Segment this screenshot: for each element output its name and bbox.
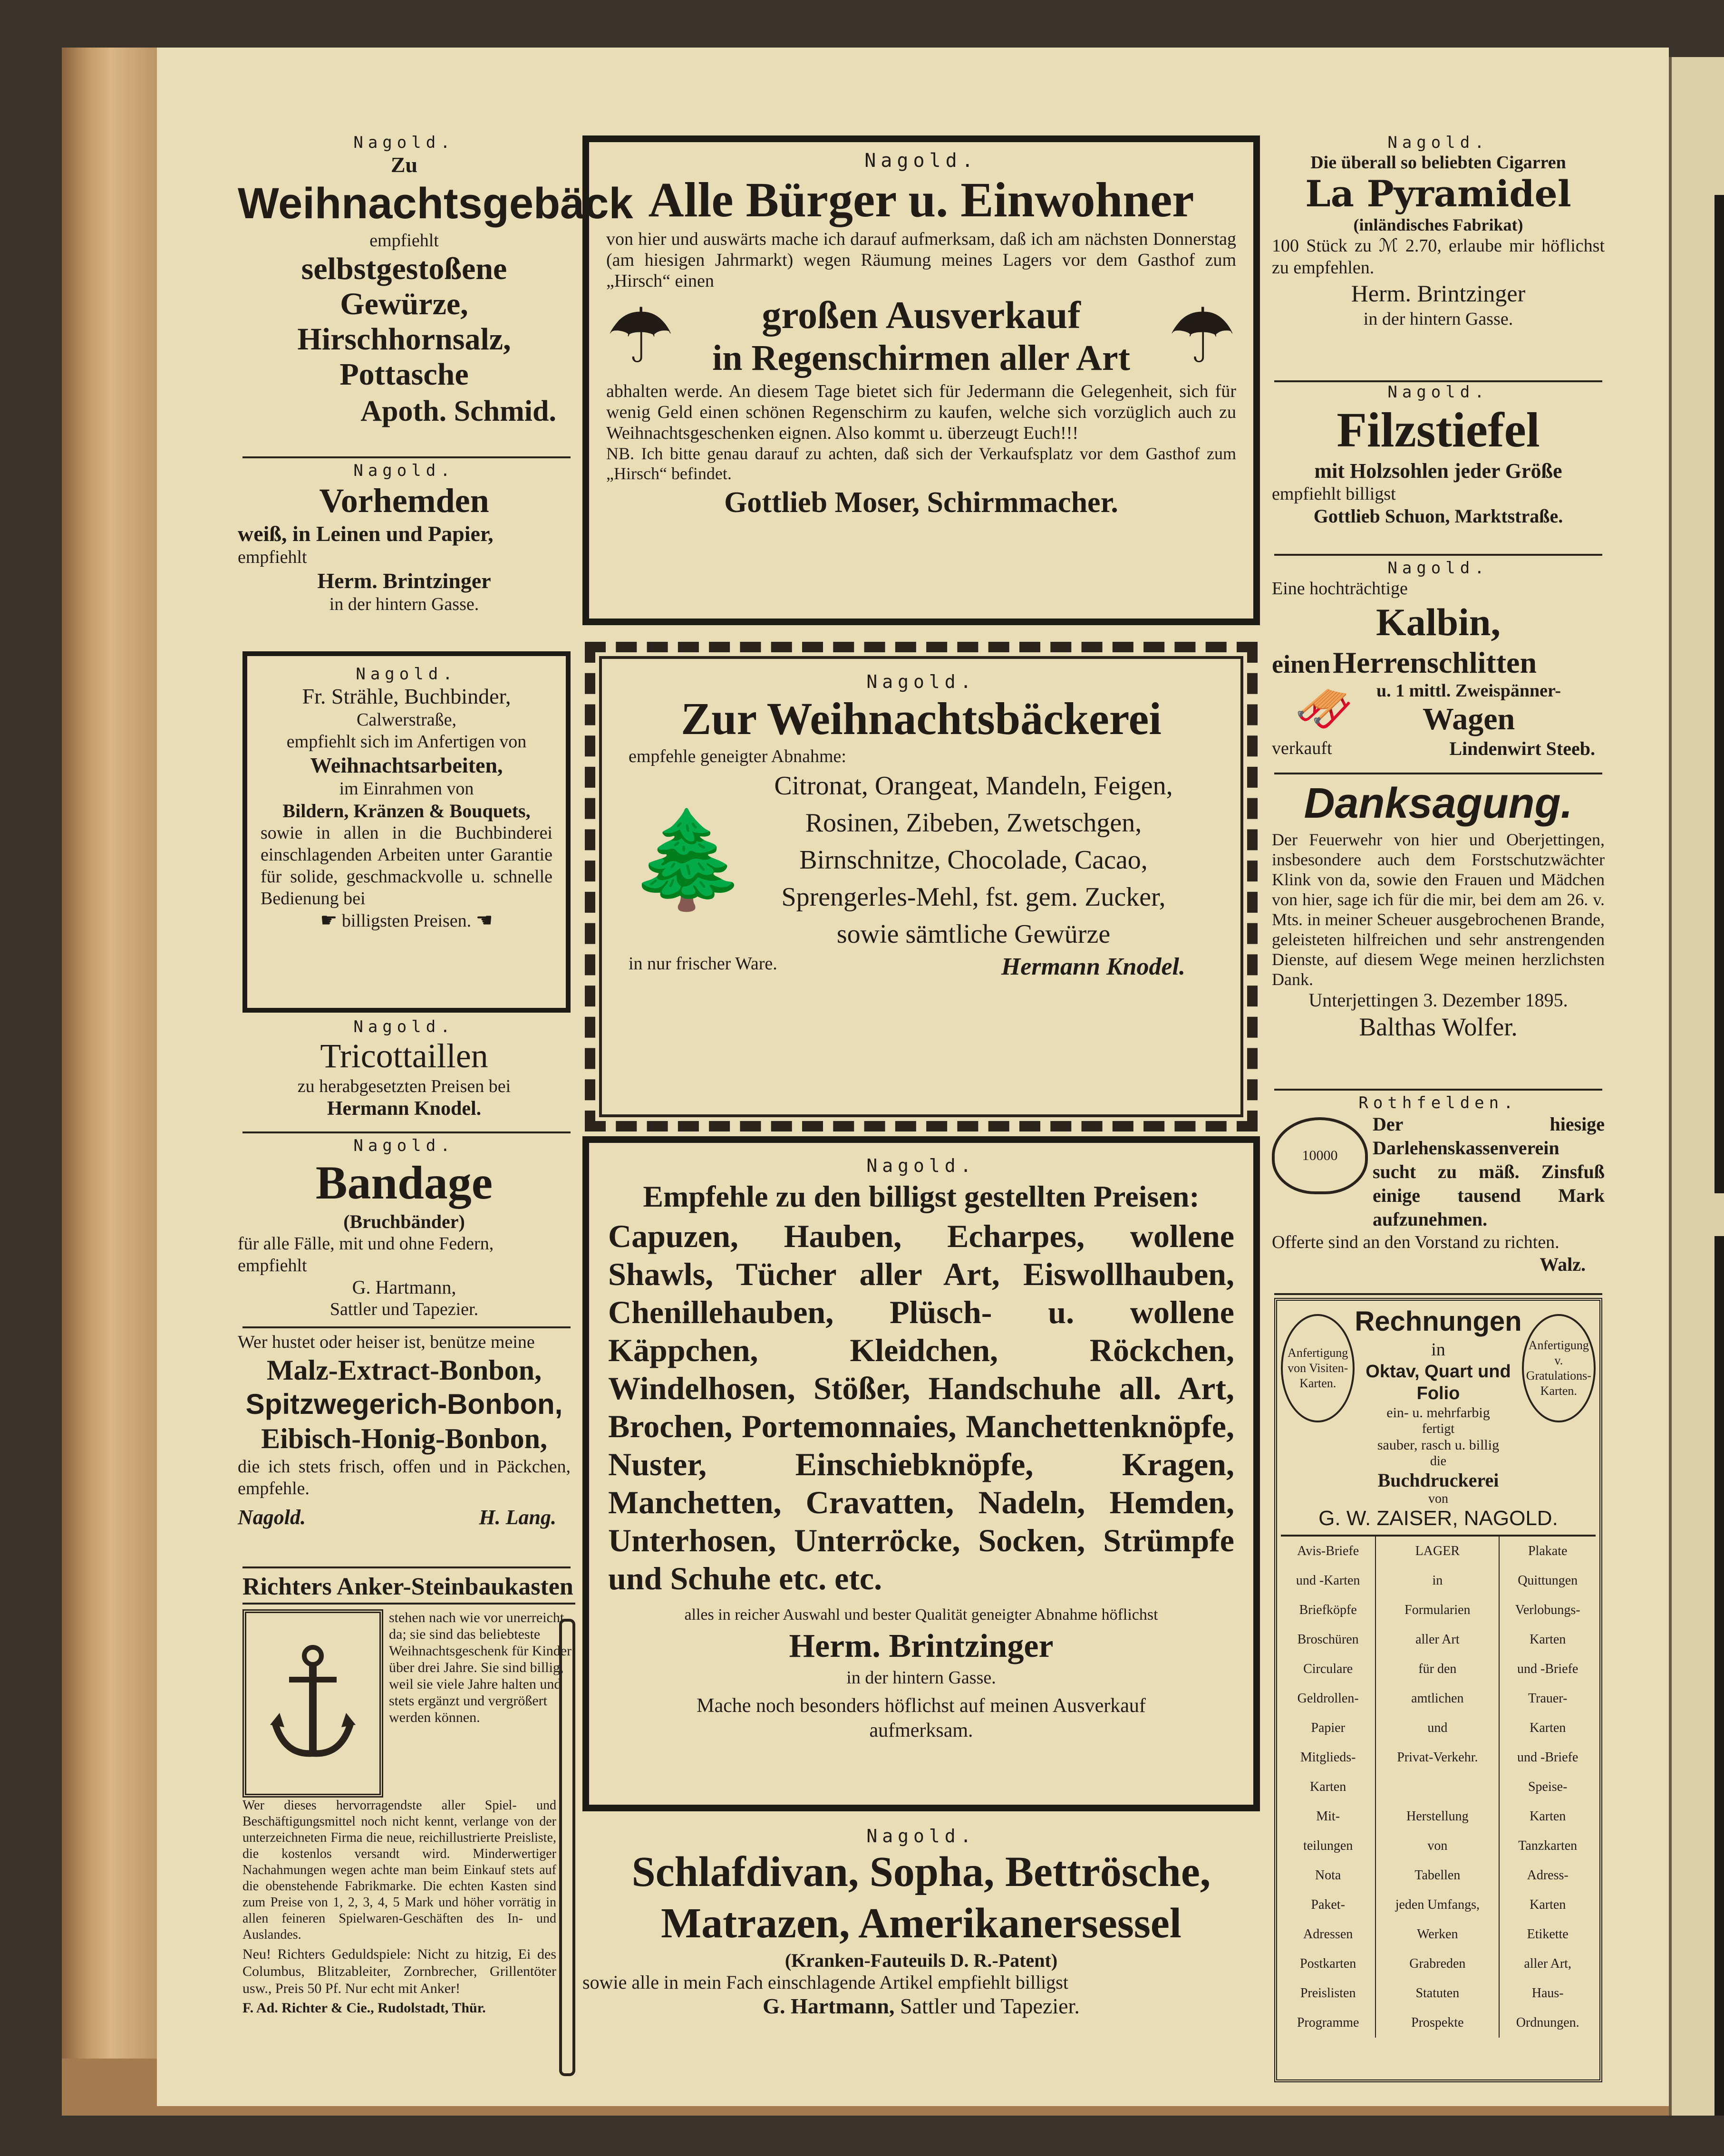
- ad-address: in der hintern Gasse.: [1363, 309, 1513, 329]
- ad-verb: empfiehlt: [238, 1256, 307, 1276]
- ad-side-text: stehen nach wie vor unerreicht da; sie sind das beliebteste Weihnachtsgeschenk für Kinder über drei Jahre. Sie sind billig, weil sie viele Jahre halten und stets ergänzt und vergrößert werden können.: [389, 1610, 572, 1725]
- table-row: [1281, 1684, 1596, 1713]
- ad-signer: Gottlieb Schuon, Marktstraße.: [1313, 505, 1563, 527]
- ad-weihnachtsgebaeck: [238, 133, 633, 456]
- table-row: [1281, 1713, 1596, 1743]
- divider: [1274, 1293, 1602, 1295]
- ad-line: fertigt: [1422, 1421, 1455, 1436]
- ad-signer: Herm. Brintzinger: [789, 1628, 1054, 1664]
- next-page-sliver: [1669, 57, 1724, 2116]
- table-cell: Geldrollen-: [1281, 1684, 1375, 1713]
- table-cell: Paket-: [1281, 1890, 1375, 1920]
- ad-headline: La Pyramidel: [1305, 173, 1571, 215]
- table-cell: aller Art: [1375, 1625, 1499, 1654]
- ad-signer: Hermann Knodel.: [327, 1098, 482, 1120]
- table-row: [1281, 1979, 1596, 2008]
- ad-bandage: [238, 1136, 571, 1326]
- ad-address: in der hintern Gasse.: [329, 594, 479, 614]
- ad-sub: (Bruchbänder): [343, 1211, 465, 1232]
- place-label: Nagold.: [866, 1826, 976, 1847]
- ad-item: Malz-Extract-Bonbon,: [266, 1354, 542, 1386]
- ad-line: für alle Fälle, mit und ohne Federn,: [238, 1234, 494, 1254]
- ad-item: Citronat, Orangeat, Mandeln, Feigen,: [774, 771, 1173, 801]
- ad-formats: Oktav, Quart und Folio: [1366, 1362, 1511, 1403]
- ad-item: Sprengerles-Mehl, fst. gem. Zucker,: [781, 882, 1166, 912]
- table-cell: und: [1375, 1713, 1499, 1743]
- table-cell: Programme: [1281, 2008, 1375, 2038]
- ad-bold: Weihnachtsarbeiten,: [310, 753, 503, 777]
- ad-sub: (Kranken-Fauteuils D. R.-Patent): [785, 1950, 1058, 1971]
- table-cell: LAGER: [1375, 1537, 1499, 1566]
- ad-bold: Herrenschlitten: [1333, 646, 1537, 679]
- anchor-icon: [242, 1609, 383, 1798]
- table-cell: und -Briefe: [1517, 1662, 1579, 1676]
- table-cell: Mitglieds-: [1281, 1743, 1375, 1772]
- ad-verb: verkauft: [1272, 738, 1332, 758]
- ad-line: zu herabgesetzten Preisen bei: [297, 1076, 511, 1096]
- ad-headline: Bandage: [315, 1156, 493, 1209]
- ad-item: Hirschhornsalz,: [297, 322, 511, 357]
- ad-item: Pottasche: [339, 357, 469, 392]
- christmas-tree-icon: 🌲: [629, 804, 747, 915]
- table-row: [1281, 1802, 1596, 1831]
- ad-item: Spitzwegerich-Bonbon,: [245, 1388, 563, 1420]
- ad-item: Eibisch-Honig-Bonbon,: [261, 1423, 547, 1454]
- table-cell: und -Briefe: [1517, 1750, 1579, 1765]
- divider: [1274, 380, 1602, 382]
- table-row: [1281, 2008, 1596, 2038]
- ad-richter-steinbaukasten: [242, 1571, 575, 2089]
- table-cell: Karten: [1530, 1632, 1566, 1647]
- ad-headline-2: Matrazen, Amerikanersessel: [661, 1900, 1182, 1947]
- ad-vorhemden: [238, 461, 571, 642]
- ad-signer: G. Hartmann,: [763, 1994, 895, 2018]
- table-cell: Trauer-: [1528, 1691, 1568, 1706]
- ad-item: selbstgestoßene Gewürze,: [301, 251, 507, 321]
- pointing-hand-left-icon: ☚: [475, 909, 493, 931]
- ad-verb: empfiehlt: [369, 231, 439, 251]
- ad-paragraph: abhalten werde. An diesem Tage bietet sich für Jedermann die Gelegenheit, sich für wenig Geld einen schönen Regenschirm zu kaufen, welche sich vorzüglich auch zu Weihnachtsgeschenken eignen. Also kommt u. überzeugt Euch!!!: [606, 381, 1236, 443]
- oval-text: Anfertigung von Visiten-Karten.: [1288, 1346, 1348, 1390]
- table-cell: und -Karten: [1281, 1566, 1375, 1595]
- table-cell: teilungen: [1281, 1831, 1375, 1861]
- ad-note: Neu! Richters Geduldspiele: Nicht zu hitzig, Ei des Columbus, Blitzableiter, Zornbrecher, Grillentöter usw., Preis 50 Pf. Nur echt mit Anker!: [242, 1946, 556, 1996]
- ad-line: u. 1 mittl. Zweispänner-: [1376, 681, 1561, 701]
- ad-headline: Filzstiefel: [1337, 403, 1540, 457]
- ad-paragraph: von hier und auswärts mache ich darauf aufmerksam, daß ich am nächsten Donnerstag (am hiesigen Jahrmarkt) wegen Räumung meines Lagers vor dem Gasthof zum „Hirsch“ einen: [606, 229, 1236, 291]
- ad-line: alles in reicher Auswahl und bester Qualität geneigter Abnahme höflichst: [684, 1606, 1158, 1624]
- ad-street: Calwerstraße,: [357, 710, 456, 730]
- ad-item: Birnschnitze, Chocolade, Cacao,: [799, 845, 1148, 875]
- divider: [242, 1326, 571, 1328]
- ad-address: in der hintern Gasse.: [846, 1668, 996, 1688]
- table-cell: Speise-: [1528, 1779, 1568, 1794]
- ad-in: in: [1431, 1340, 1445, 1360]
- table-row: [1281, 1861, 1596, 1890]
- ad-firm: F. Ad. Richter & Cie., Rudolstadt, Thür.: [242, 2000, 486, 2016]
- ad-headline: Alle Bürger u. Einwohner: [648, 173, 1194, 227]
- table-cell: Privat-Verkehr.: [1375, 1743, 1499, 1772]
- table-cell: Briefköpfe: [1281, 1595, 1375, 1625]
- table-cell: Karten: [1530, 1809, 1566, 1824]
- table-cell: Broschüren: [1281, 1625, 1375, 1654]
- table-cell: von: [1375, 1831, 1499, 1861]
- ad-intro: Die überall so beliebten Cigarren: [1310, 153, 1566, 173]
- money-bag-icon: [1272, 1117, 1368, 1194]
- table-row: [1281, 1890, 1596, 1920]
- ad-text: empfiehlt sich im Anfertigen von: [286, 732, 527, 752]
- ad-item: sowie sämtliche Gewürze: [836, 919, 1111, 949]
- ad-headline: Kalbin,: [1375, 600, 1501, 644]
- ad-line: Offerte sind an den Vorstand zu richten.: [1272, 1232, 1559, 1252]
- table-cell: Grabreden: [1375, 1949, 1499, 1979]
- ad-sub: (inländisches Fabrikat): [1353, 215, 1523, 234]
- table-row: [1281, 1743, 1596, 1772]
- ad-straehle-buchbinder: [242, 651, 571, 1013]
- ad-title: Sattler und Tapezier.: [329, 1299, 479, 1319]
- place-label: Nagold.: [353, 1017, 455, 1036]
- ad-headline: Vorhemden: [319, 482, 489, 520]
- ad-la-pyramidel: [1272, 133, 1605, 380]
- sleigh-icon: 🛷: [1294, 681, 1354, 736]
- ad-tricottaillen: [238, 1017, 571, 1131]
- ad-intro: Eine hochträchtige: [1272, 579, 1408, 599]
- ad-signer: Herm. Brintzinger: [1351, 280, 1526, 307]
- ad-headline: Empfehle zu den billigst gestellten Preisen:: [643, 1180, 1200, 1213]
- ad-signer: Apoth. Schmid.: [360, 395, 556, 427]
- table-row: [1281, 1537, 1596, 1566]
- place-label: Nagold.: [1387, 133, 1489, 152]
- place-label: Nagold.: [356, 665, 457, 684]
- table-cell: Haus-: [1531, 1986, 1564, 2001]
- ad-danksagung: [1272, 777, 1605, 1086]
- ad-rothfelden: [1272, 1093, 1605, 1293]
- ad-body: Der Feuerwehr von hier und Oberjettingen, insbesondere auch dem Forstschutzwächter Klink von da, sowie den Frauen und Mädchen von hier, sage ich für die mir, bei dem am 26. v. Mts. in meiner Scheuer ausgebrochenen Brande, geleisteten hilfreichen und sehr anstrengenden Dienste, auf diesem Wege meinen herzlichsten Dank.: [1272, 830, 1605, 989]
- ad-signer: H. Lang.: [479, 1506, 556, 1529]
- table-cell: Statuten: [1375, 1979, 1499, 2008]
- ad-text: billigsten Preisen.: [341, 911, 472, 931]
- ad-von: von: [1428, 1491, 1448, 1506]
- book-page-edges: [62, 48, 171, 2106]
- table-cell: in: [1375, 1566, 1499, 1595]
- ad-headline: Richters Anker-Steinbaukasten: [242, 1571, 575, 1605]
- ad-text: im Einrahmen von: [339, 779, 474, 799]
- ad-weihnachtsbaeckerei: [585, 642, 1258, 1131]
- ad-signer: Herm. Brintzinger: [317, 569, 491, 593]
- table-row: [1281, 1949, 1596, 1979]
- ad-brintzinger-preisen: [582, 1136, 1260, 1811]
- oval-visitenkarten: [1281, 1314, 1355, 1422]
- divider: [242, 1131, 571, 1133]
- ad-text-footer: [261, 909, 552, 932]
- table-cell: Prospekte: [1375, 2008, 1499, 2038]
- ad-line: sauber, rasch u. billig: [1377, 1437, 1500, 1453]
- ad-headline-2: großen Ausverkauf: [762, 293, 1081, 337]
- ad-line: die: [1430, 1454, 1447, 1469]
- ad-line: ein- u. mehrfarbig: [1386, 1405, 1490, 1421]
- ad-headline: Schlafdivan, Sopha, Bettrösche,: [631, 1848, 1211, 1895]
- ad-outro: in nur frischer Ware.: [629, 954, 777, 974]
- table-row: [1281, 1920, 1596, 1949]
- table-cell: aller Art,: [1524, 1956, 1571, 1971]
- ad-headline: Zur Weihnachtsbäckerei: [681, 693, 1162, 744]
- ad-items: Capuzen, Hauben, Echarpes, wollene Shawls, Tücher aller Art, Eiswollhauben, Chenillehauben, Plüsch- u. wollene Käppchen, Kleidchen, Röckchen, Windelhosen, Stößer, Handschuhe all. Art, Brochen, Portemonnaies, Manchettenknöpfe, Nuster, Einschiebknöpfe, Kragen, Manchetten, Cravatten, Nadeln, Hemden, Unterhosen, Unterröcke, Socken, Strümpfe und Schuhe etc. etc.: [608, 1218, 1234, 1596]
- table-cell: Karten: [1530, 1897, 1566, 1912]
- ad-kalbin: [1272, 559, 1605, 773]
- pointing-hand-icon: ☛: [320, 909, 338, 931]
- table-cell: Tanzkarten: [1518, 1838, 1578, 1853]
- place-label: Nagold.: [353, 1136, 455, 1155]
- ad-name: Fr. Strähle, Buchbinder,: [302, 684, 511, 708]
- ad-line: einen: [1272, 650, 1331, 678]
- ad-place: Nagold.: [238, 1506, 306, 1529]
- services-table: [1281, 1537, 1596, 2038]
- ad-headline-3: in Regenschirmen aller Art: [712, 338, 1130, 378]
- ad-line: 100 Stück zu ℳ 2.70, erlaube mir höflichst zu empfehlen.: [1272, 236, 1605, 278]
- ad-note: NB. Ich bitte genau darauf zu achten, daß sich der Verkaufsplatz vor dem Gasthof zum „Hirsch“ befindet.: [606, 444, 1236, 483]
- ad-bold: Bildern, Kränzen & Bouquets,: [282, 800, 531, 822]
- ad-bold: Wagen: [1422, 702, 1515, 736]
- table-cell: [1375, 1772, 1499, 1802]
- divider: [1274, 773, 1602, 774]
- ad-line: weiß, in Leinen und Papier,: [238, 522, 494, 546]
- ad-buchdruckerei-zaiser: [1274, 1298, 1602, 2082]
- ad-alle-buerger: [582, 135, 1260, 625]
- ad-signer: Gottlieb Moser, Schirmmacher.: [724, 486, 1118, 519]
- ad-signer: G. Hartmann,: [352, 1276, 456, 1298]
- ad-filzstiefel: [1272, 383, 1605, 554]
- ad-intro: empfehle geneigter Abnahme:: [629, 746, 846, 766]
- divider: [1274, 554, 1602, 556]
- place-label: Nagold.: [864, 150, 978, 172]
- place-label: Nagold.: [866, 671, 976, 692]
- table-cell: Etikette: [1527, 1927, 1569, 1942]
- oval-text: Anfertigung v. Gratulations-Karten.: [1526, 1338, 1591, 1398]
- table-cell: Plakate: [1528, 1544, 1568, 1558]
- place-label: Nagold.: [866, 1155, 976, 1176]
- ad-sub: mit Holzsohlen jeder Größe: [1314, 459, 1562, 483]
- table-cell: Werken: [1375, 1920, 1499, 1949]
- ad-line: sowie alle in mein Fach einschlagende Artikel empfiehlt billigst: [582, 1972, 1068, 1993]
- divider: [242, 456, 571, 458]
- table-cell: Avis-Briefe: [1281, 1537, 1375, 1566]
- table-cell: Preislisten: [1281, 1979, 1375, 2008]
- ad-line: Zu: [390, 153, 418, 177]
- table-row: [1281, 1595, 1596, 1625]
- ad-verb: empfiehlt billigst: [1272, 484, 1396, 504]
- place-label: Nagold.: [353, 461, 455, 480]
- ad-schlafdivan: [582, 1821, 1260, 2068]
- ad-headline: Tricottaillen: [320, 1037, 488, 1075]
- divider: [242, 1566, 571, 1568]
- place-label: Nagold.: [1387, 383, 1489, 402]
- table-cell: für den: [1375, 1654, 1499, 1684]
- money-bag-label: 10000: [1302, 1148, 1338, 1163]
- table-row: [1281, 1566, 1596, 1595]
- ornament-bar: [559, 1619, 575, 2076]
- oval-gratulationskarten: [1522, 1314, 1596, 1422]
- table-cell: Tabellen: [1375, 1861, 1499, 1890]
- table-cell: Adressen: [1281, 1920, 1375, 1949]
- ad-line: die ich stets frisch, offen und in Päckchen, empfehle.: [238, 1457, 571, 1499]
- table-cell: Formularien: [1375, 1595, 1499, 1625]
- table-cell: Herstellung: [1375, 1802, 1499, 1831]
- ad-firm: Buchdruckerei: [1377, 1470, 1499, 1491]
- ad-firm-name: G. W. ZAISER, NAGOLD.: [1281, 1506, 1596, 1537]
- place-label: Nagold.: [1387, 559, 1489, 578]
- table-cell: jeden Umfangs,: [1375, 1890, 1499, 1920]
- newspaper-page: [157, 48, 1669, 2106]
- table-row: [1281, 1772, 1596, 1802]
- table-cell: Postkarten: [1281, 1949, 1375, 1979]
- table-cell: Nota: [1281, 1861, 1375, 1890]
- ad-signer: Balthas Wolfer.: [1359, 1013, 1518, 1041]
- table-row: [1281, 1831, 1596, 1861]
- ad-intro: Wer hustet oder heiser ist, benütze meine: [238, 1332, 535, 1352]
- table-cell: Quittungen: [1518, 1573, 1578, 1588]
- table-cell: Verlobungs-: [1515, 1603, 1580, 1617]
- place-label: Nagold.: [353, 133, 455, 152]
- ad-date: Unterjettingen 3. Dezember 1895.: [1308, 989, 1568, 1011]
- ad-headline: Danksagung.: [1304, 780, 1573, 827]
- ad-signer: Walz.: [1540, 1254, 1586, 1275]
- umbrella-icon: ☂: [1168, 291, 1236, 380]
- table-cell: Ordnungen.: [1516, 2015, 1579, 2030]
- ad-note: Mache noch besonders höflichst auf meinen Ausverkauf aufmerksam.: [697, 1695, 1146, 1741]
- table-cell: Mit-: [1281, 1802, 1375, 1831]
- ad-signer: Lindenwirt Steeb.: [1449, 738, 1595, 759]
- ad-headline: Weihnachtsgebäck: [238, 179, 633, 228]
- ad-title: Sattler und Tapezier.: [900, 1994, 1080, 2018]
- ad-item: Rosinen, Zibeben, Zwetschgen,: [805, 808, 1142, 838]
- table-row: [1281, 1654, 1596, 1684]
- ad-headline: Rechnungen: [1355, 1306, 1522, 1337]
- table-cell: Circulare: [1281, 1654, 1375, 1684]
- place-label: Rothfelden.: [1358, 1093, 1518, 1112]
- table-cell: Adress-: [1527, 1868, 1569, 1883]
- ad-bonbon: [238, 1331, 571, 1569]
- ad-body: Wer dieses hervorragendste aller Spiel- und Beschäftigungsmittel noch nicht kennt, verlange von der unterzeichneten Firma die neue, reichillustrierte Preisliste, die kostenlos versandt wird. Minderwertiger Nachahmungen wegen achte man beim Einkauf stets auf die obenstehende Fabrikmarke. Die echten Kasten sind zum Preise von 1, 2, 3, 4, 5 Mark und höher vorrätig in allen feineren Spielwaren-Geschäften des In- und Auslandes.: [242, 1798, 556, 1942]
- ad-verb: empfiehlt: [238, 547, 307, 567]
- table-cell: Papier: [1281, 1713, 1375, 1743]
- table-cell: Karten: [1530, 1721, 1566, 1735]
- table-cell: Karten: [1281, 1772, 1375, 1802]
- ad-body: Der hiesige Darlehenskassenverein sucht zu mäß. Zinsfuß einige tausend Mark aufzunehmen.: [1373, 1113, 1605, 1230]
- ad-text: sowie in allen in die Buchbinderei einschlagenden Arbeiten unter Garantie für solide, geschmackvolle u. schnelle Bedienung bei: [261, 823, 552, 909]
- divider: [1274, 1089, 1602, 1091]
- table-row: [1281, 1625, 1596, 1654]
- table-cell: amtlichen: [1375, 1684, 1499, 1713]
- ad-signer: Hermann Knodel.: [1001, 953, 1185, 980]
- umbrella-icon: ☂: [606, 291, 675, 380]
